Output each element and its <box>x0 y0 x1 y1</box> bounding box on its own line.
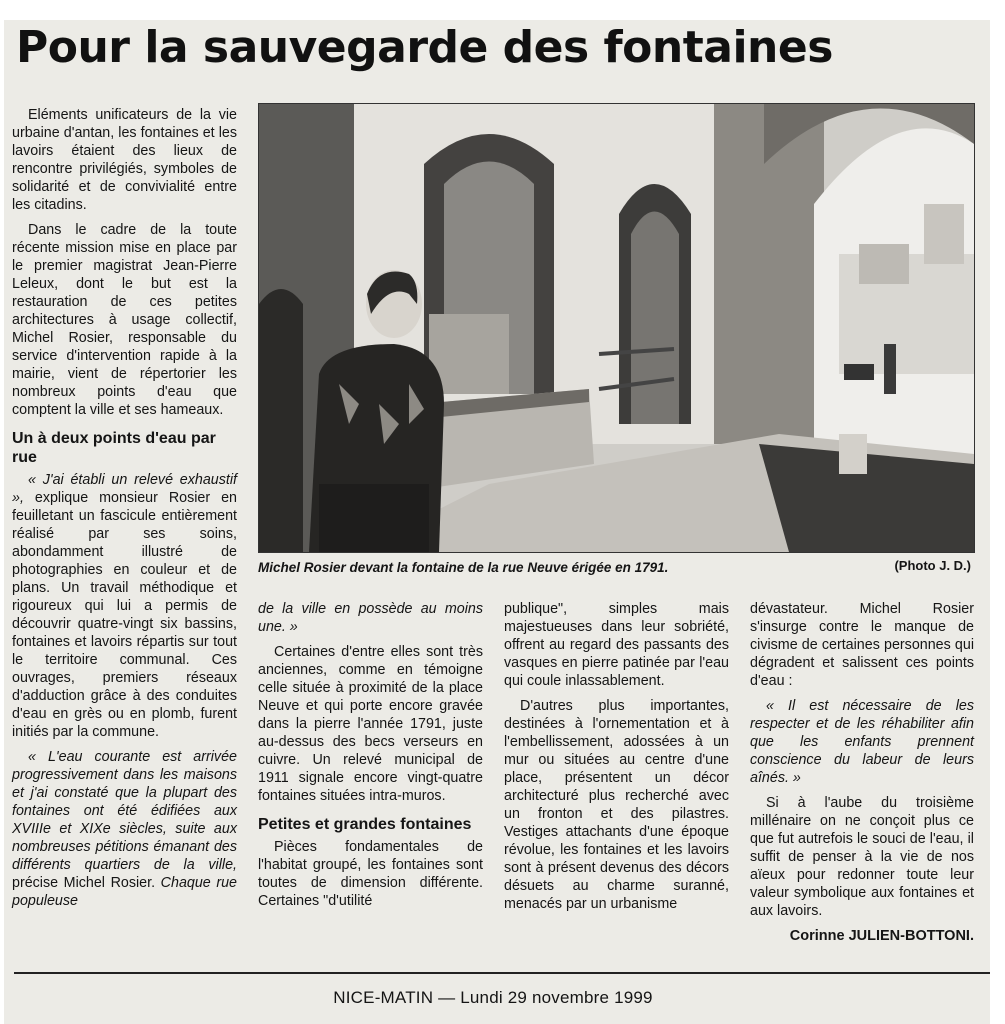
article-column-2 <box>258 600 483 917</box>
paragraph: Si à l'aube du troisième millénaire on ne conçoit plus ce que fut autrefois le souci de l'eau, il suffit de penser à la vie de nos aïeux pour redonner toute leur valeur symbolique aux fontaines et aux lavoirs. <box>750 795 974 919</box>
paragraph: Certaines d'entre elles sont très anciennes, comme en témoigne celle située à proximité de la place Neuve et qui porte encore gravée dans la pierre l'année 1791, juste au-dessus des becs verseurs en cuivre. Un relevé municipal de 1911 signale encore vingt-quatre fontaines situées intra-muros. <box>258 644 483 804</box>
article-column-3 <box>504 600 729 920</box>
paragraph: Eléments unificateurs de la vie urbaine d'antan, les fontaines et les lavoirs étaient des lieux de rencontre privilégiés, symboles de solidarité et de convivialité entre les citadins. <box>12 107 237 213</box>
photo-caption: Michel Rosier devant la fontaine de la rue Neuve érigée en 1791. <box>258 560 669 575</box>
footer-divider <box>14 972 990 974</box>
paragraph-text: explique monsieur Rosier en feuilletant un fascicule entièrement réalisé par ses soins, abondamment illustré de photographies en couleur et de plans. Un travail méthodique et rigoureux qui lui a permis de découvrir quatre-vingt six bassins, fontaines et lavoirs répartis sur tout le territoire communal. Ces ouvrages, premiers réseaux d'adduction grâce à des conduites d'eau en grès ou en plomb, furent initiés par la commune. <box>12 490 237 740</box>
article-photo <box>258 103 975 553</box>
quote: Chaque rue populeuse <box>12 875 237 909</box>
quote-paragraph: « Il est nécessaire de les respecter et de les réhabiliter afin que les enfants prennent conscience du labeur de leurs aînés. » <box>750 698 974 786</box>
subheading: Petites et grandes fontaines <box>258 816 472 833</box>
paragraph: D'autres plus importantes, destinées à l'ornementation et à l'embellissement, adossées à un mur ou situées au centre d'une place, présentent un décor architecturé plus recherché avec un fronton et des pilastres. Vestiges attachants d'une époque révolue, les fontaines et les lavoirs sont à présent devenus des décors désuets au charme suranné, menacés par un urbanisme <box>504 698 729 912</box>
article-column-4 <box>750 600 974 945</box>
headline: Pour la sauvegarde des fontaines <box>16 22 833 73</box>
paragraph: Pièces fondamentales de l'habitat groupé, les fontaines sont toutes de dimension différente. Certaines "d'utilité <box>258 839 483 909</box>
author-signature: Corinne JULIEN-BOTTONI. <box>789 928 974 944</box>
paragraph: Dans le cadre de la toute récente mission mise en place par le premier magistrat Jean-Pierre Leleux, dont le but est la restauration de ces petites architectures à usage collectif, Michel Rosier, responsable du service d'intervention rapide à la mairie, vient de répertorier les nombreux points d'eau que comptent la ville et ses hameaux. <box>12 222 237 418</box>
paragraph <box>12 748 237 910</box>
paragraph: de la ville en possède au moins une. » <box>258 601 483 635</box>
newspaper-footer: NICE-MATIN — Lundi 29 novembre 1999 <box>333 988 653 1007</box>
quote: « L'eau courante est arrivée progressivement dans les maisons et j'ai constaté que la plupart des fontaines ont été édifiées aux XVIIIe et XIXe siècles, suite aux nombreuses pétitions émanant des différents quartiers de la ville, <box>12 749 237 873</box>
fountain-photo-illustration <box>259 104 974 552</box>
paragraph: publique", simples mais majestueuses dans leur sobriété, offrent au regard des passants des vasques en pierre patinée par l'eau qui coule inlassablement. <box>504 601 729 689</box>
subheading: Un à deux points d'eau par rue <box>12 430 216 466</box>
paragraph <box>12 471 237 741</box>
quote: « J'ai établi un relevé exhaustif », <box>12 472 237 506</box>
photo-credit: (Photo J. D.) <box>894 558 971 573</box>
paragraph-text: précise Michel Rosier. <box>12 875 156 891</box>
article-column-1 <box>12 106 237 917</box>
paragraph: dévastateur. Michel Rosier s'insurge contre le manque de civisme de certaines personnes qui dégradent et salissent ces points d'eau : <box>750 601 974 689</box>
